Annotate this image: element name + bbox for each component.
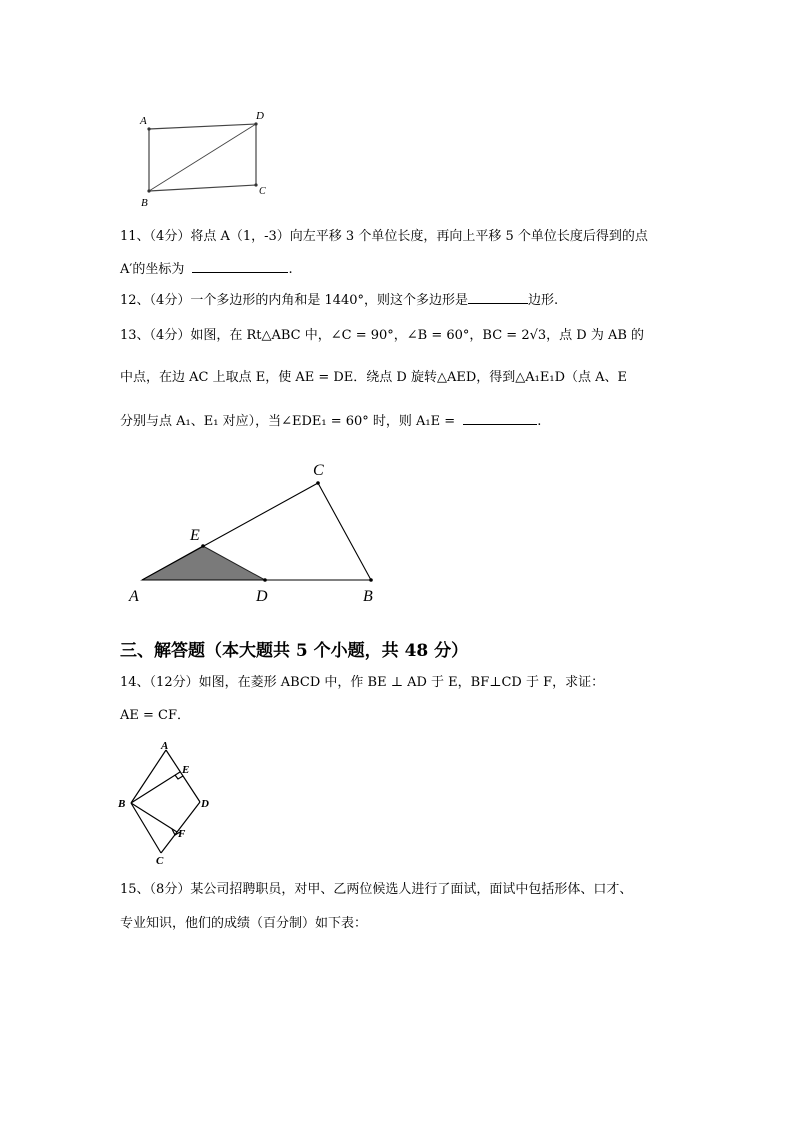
q12-answer-blank[interactable] <box>468 289 528 304</box>
perpendicular-bf <box>131 803 177 832</box>
question-15 <box>120 880 632 900</box>
question-13-line2 <box>120 368 627 388</box>
q11-number: 11、（4分） <box>120 229 191 244</box>
q11-line1: 将点 A（1，-3）向左平移 3 个单位长度，再向上平移 5 个单位长度后得到的点 <box>190 229 648 244</box>
rhombus-side-ab <box>131 750 166 803</box>
rhombus-label-d: D <box>201 798 209 810</box>
triangle-figure <box>120 455 400 610</box>
rhombus-label-a: A <box>161 740 169 752</box>
question-14 <box>120 673 604 693</box>
q11-line2-prefix: A′的坐标为 <box>120 262 185 277</box>
question-13 <box>120 326 644 346</box>
rect-diagonal-bd <box>149 124 256 191</box>
rhombus-figure <box>112 736 222 866</box>
tri-label-d: D <box>256 588 268 605</box>
q14-number: 14、（12分） <box>120 675 199 690</box>
question-14-line2 <box>120 706 190 726</box>
rhombus-label-c: C <box>156 855 164 866</box>
q13-number: 13、（4分） <box>120 328 191 343</box>
q12-text-before: 一个多边形的内角和是 1440°，则这个多边形是 <box>190 293 469 308</box>
section-3-title: 三、解答题（本大题共 5 个小题，共 48 分） <box>120 641 469 661</box>
rhombus-side-bc <box>131 803 161 853</box>
q13-line3-prefix: 分别与点 A₁、E₁ 对应），当∠EDE₁ = 60° 时，则 A₁E = <box>120 414 456 429</box>
q15-line1: 某公司招聘职员，对甲、乙两位候选人进行了面试，面试中包括形体、口才、 <box>190 882 633 897</box>
q15-number: 15、（8分） <box>120 882 191 897</box>
q12-number: 12、（4分） <box>120 293 191 308</box>
question-13-line3 <box>120 410 541 432</box>
rectangle-figure <box>130 100 280 212</box>
question-15-line2 <box>120 914 367 934</box>
rect-side-bc <box>149 185 256 191</box>
question-11 <box>120 227 648 247</box>
rect-label-b: B <box>141 197 148 209</box>
q13-line1: 如图，在 Rt△ABC 中，∠C = 90°，∠B = 60°，BC = 2√3，点 D 为 AB 的 <box>190 328 645 343</box>
perpendicular-be <box>131 772 180 803</box>
q13-answer-blank[interactable] <box>463 410 537 425</box>
q15-line2: 专业知识，他们的成绩（百分制）如下表： <box>120 916 368 931</box>
q11-line2-suffix: . <box>288 262 293 277</box>
shaded-triangle-aed <box>142 546 265 580</box>
q14-line1: 如图，在菱形 ABCD 中，作 BE ⊥ AD 于 E，BF⊥CD 于 F，求证： <box>198 675 605 690</box>
q13-line3-suffix: . <box>537 414 542 429</box>
rect-side-ad <box>149 124 256 129</box>
question-11-line2 <box>120 258 293 280</box>
rect-label-a: A <box>140 115 147 127</box>
q14-line2: AE = CF． <box>120 708 191 723</box>
rhombus-label-b: B <box>118 798 126 810</box>
tri-side-cb <box>318 483 371 580</box>
rect-label-c: C <box>259 186 266 197</box>
tri-label-e: E <box>190 527 200 544</box>
q11-answer-blank[interactable] <box>192 258 288 273</box>
rect-label-d: D <box>256 110 264 122</box>
tri-label-c: C <box>313 462 324 479</box>
tri-label-b: B <box>363 588 373 605</box>
rhombus-label-e: E <box>182 764 190 776</box>
rhombus-label-f: F <box>178 828 186 840</box>
question-12 <box>120 289 558 311</box>
q13-line2: 中点，在边 AC 上取点 E，使 AE = DE．绕点 D 旋转△AED，得到△A₁E₁D（点 A、E <box>120 370 628 385</box>
q12-text-after: 边形. <box>528 293 559 308</box>
tri-label-a: A <box>129 588 139 605</box>
